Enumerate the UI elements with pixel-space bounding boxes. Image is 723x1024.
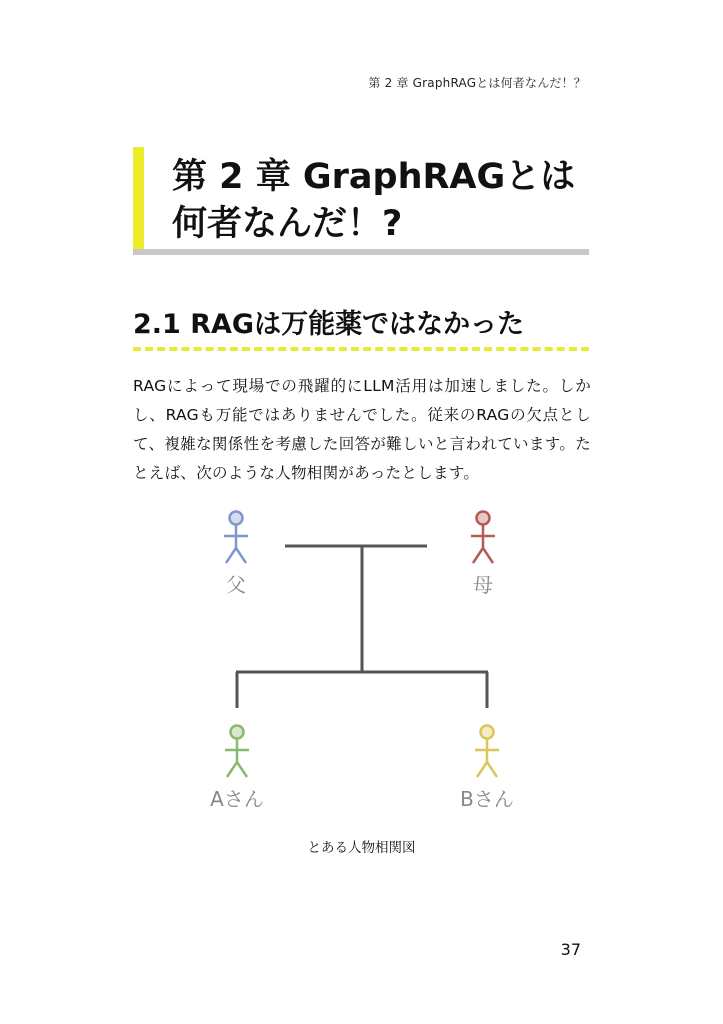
- section-title: 2.1 RAGは万能薬ではなかった: [133, 309, 525, 340]
- running-header: 第 2 章 GraphRAGとは何者なんだ！？: [368, 76, 586, 90]
- father-label: 父: [226, 573, 246, 597]
- figure-caption: とある人物相関図: [307, 840, 416, 856]
- body-paragraph: RAGによって現場での飛躍的にLLM活用は加速しました。しかし、RAGも万能ではありませんでした。従来のRAGの欠点として、複雑な関係性を考慮した回答が難しいと言われています。たとえば、次のような人物相関があったとします。: [133, 377, 591, 482]
- child-a-label: Aさん: [210, 787, 264, 811]
- chapter-title: 第 2 章 GraphRAGとは何者なんだ！?: [172, 157, 576, 244]
- child-a-figure-icon: [225, 726, 249, 778]
- mother-figure-icon: [471, 512, 495, 564]
- child-b-label: Bさん: [460, 787, 514, 811]
- child-b-figure-icon: [475, 726, 499, 778]
- page-number: 37: [560, 940, 581, 959]
- mother-label: 母: [473, 573, 493, 597]
- father-figure-icon: [224, 512, 248, 564]
